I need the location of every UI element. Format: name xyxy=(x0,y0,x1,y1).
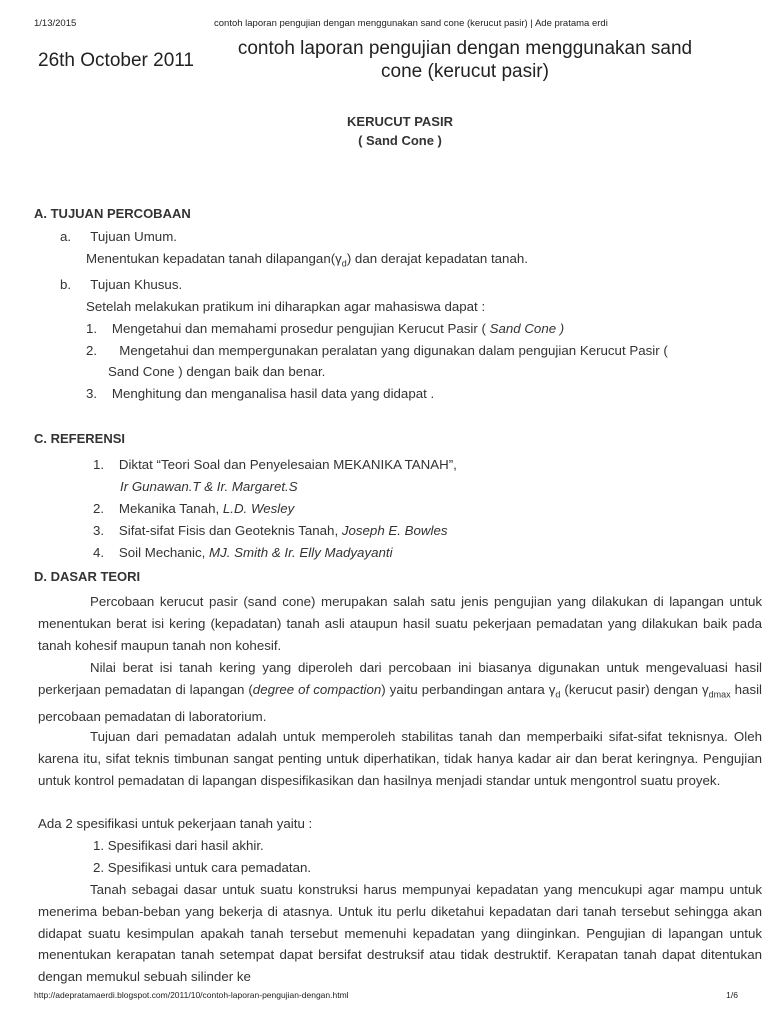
post-title-line1: contoh laporan pengujian dengan menggunakan sand xyxy=(237,38,693,59)
doc-heading xyxy=(38,112,762,150)
ref-item-cont: Ir Gunawan.T & Ir. Margaret.S xyxy=(120,479,298,494)
page-number: 1/6 xyxy=(726,990,738,1000)
paragraph-2: Nilai berat isi tanah kering yang diperoleh dari percobaan ini biasanya digunakan untuk mengevaluasi hasil perkerjaan pemadatan di lapangan (degree of compaction) yaitu perbandingan antara $\gamma_d$ (kerucut pasir) dengan $\gamma_{dmax}$ hasil percobaan pemadatan di laboratorium. xyxy=(38,660,763,725)
print-page-title: contoh laporan pengujian dengan menggunakan sand cone (kerucut pasir) | Ade pratama erdi xyxy=(214,18,608,29)
section-a-title: A. TUJUAN PERCOBAAN xyxy=(34,206,191,221)
marker-a: a. xyxy=(60,229,72,244)
tujuan-khusus-intro: Setelah melakukan pratikum ini diharapkan agar mahasiswa dapat : xyxy=(86,299,486,314)
spec-item: 1. Spesifikasi dari hasil akhir. xyxy=(93,838,264,853)
spec-item: 2. Spesifikasi untuk cara pemadatan. xyxy=(93,860,312,875)
list-item: 1. Mengetahui dan memahami prosedur pengujian Kerucut Pasir ( Sand Cone ) xyxy=(86,321,565,336)
ref-item: 1. Diktat “Teori Soal dan Penyelesaian MEKANIKA TANAH”, xyxy=(93,457,457,472)
post-body xyxy=(34,112,763,985)
doc-heading-line1: KERUCUT PASIR xyxy=(347,114,453,129)
ref-item: 3. Sifat-sifat Fisis dan Geoteknis Tanah, Joseph E. Bowles xyxy=(93,523,448,538)
ref-item: 4. Soil Mechanic, MJ. Smith & Ir. Elly Madyayanti xyxy=(93,545,393,560)
section-a-item-b xyxy=(60,274,182,296)
paragraph-5: Tanah sebagai dasar untuk suatu konstruksi harus mempunyai kepadatan yang mencukupi agar mampu untuk menerima beban-beban yang bekerja di atasnya. Untuk itu perlu diketahui kepadatan dari tanah tersebut sehingga akan didapat suatu kesimpulan apakah tanah tersebut memenuhi kepadatan yang diinginkan. Pengujian di lapangan untuk menentukan kerapatan tanah setempat dapat bersifat destruksif atau tidak destruktif. Kerapatan tanah dapat ditentukan dengan memukul sebuah silinder ke xyxy=(38,882,762,985)
list-item-cont: Sand Cone ) dengan baik dan benar. xyxy=(108,364,326,379)
doc-heading-line2: ( Sand Cone ) xyxy=(358,133,442,148)
tujuan-umum-label: Tujuan Umum. xyxy=(90,229,177,244)
page-url[interactable]: http://adepratamaerdi.blogspot.com/2011/10/contoh-laporan-pengujian-dengan.html xyxy=(34,990,349,1000)
post-title-line2: cone (kerucut pasir) xyxy=(381,61,549,82)
post-date: 26th October 2011 xyxy=(38,50,194,71)
marker-b: b. xyxy=(60,277,72,292)
list-item: 2. Mengetahui dan mempergunakan peralatan yang digunakan dalam pengujian Kerucut Pasir ( xyxy=(86,343,668,358)
list-item: 3. Menghitung dan menganalisa hasil data yang didapat . xyxy=(86,386,435,401)
paragraph-1: Percobaan kerucut pasir (sand cone) merupakan salah satu jenis pengujian yang dilakukan di lapangan untuk menentukan berat isi kering (kepadatan) tanah asli ataupun hasil suatu pekerjaan pemadatan yang dilakukan baik pada tanah kohesif maupun tanah non kohesif. xyxy=(38,594,762,653)
post-title[interactable] xyxy=(200,37,730,83)
paragraph-3: Tujuan dari pemadatan adalah untuk memperoleh stabilitas tanah dan memperbaiki sifat-sifat teknisnya. Oleh karena itu, sifat teknis timbunan sangat penting untuk diperhatikan, tidak hanya kadar air dan berat keringnya. Pengujian untuk kontrol pemadatan di lapangan dispesifikasikan dan hasilnya menjadi standar untuk mengontrol suatu proyek. xyxy=(38,729,762,788)
print-footer xyxy=(34,990,738,1004)
tujuan-umum-text: Menentukan kepadatan tanah $dilapangan(\gamma_d)$ dan derajat kepadatan tanah. xyxy=(86,251,528,269)
section-d-title: D. DASAR TEORI xyxy=(34,569,141,584)
section-a-item-a xyxy=(60,226,177,248)
print-date: 1/13/2015 xyxy=(34,18,77,29)
paragraph-4: Ada 2 spesifikasi untuk pekerjaan tanah yaitu : xyxy=(38,816,313,831)
print-header xyxy=(34,18,738,32)
ref-item: 2. Mekanika Tanah, L.D. Wesley xyxy=(93,501,295,516)
section-c-title: C. REFERENSI xyxy=(34,431,126,446)
tujuan-khusus-label: Tujuan Khusus. xyxy=(90,277,183,292)
